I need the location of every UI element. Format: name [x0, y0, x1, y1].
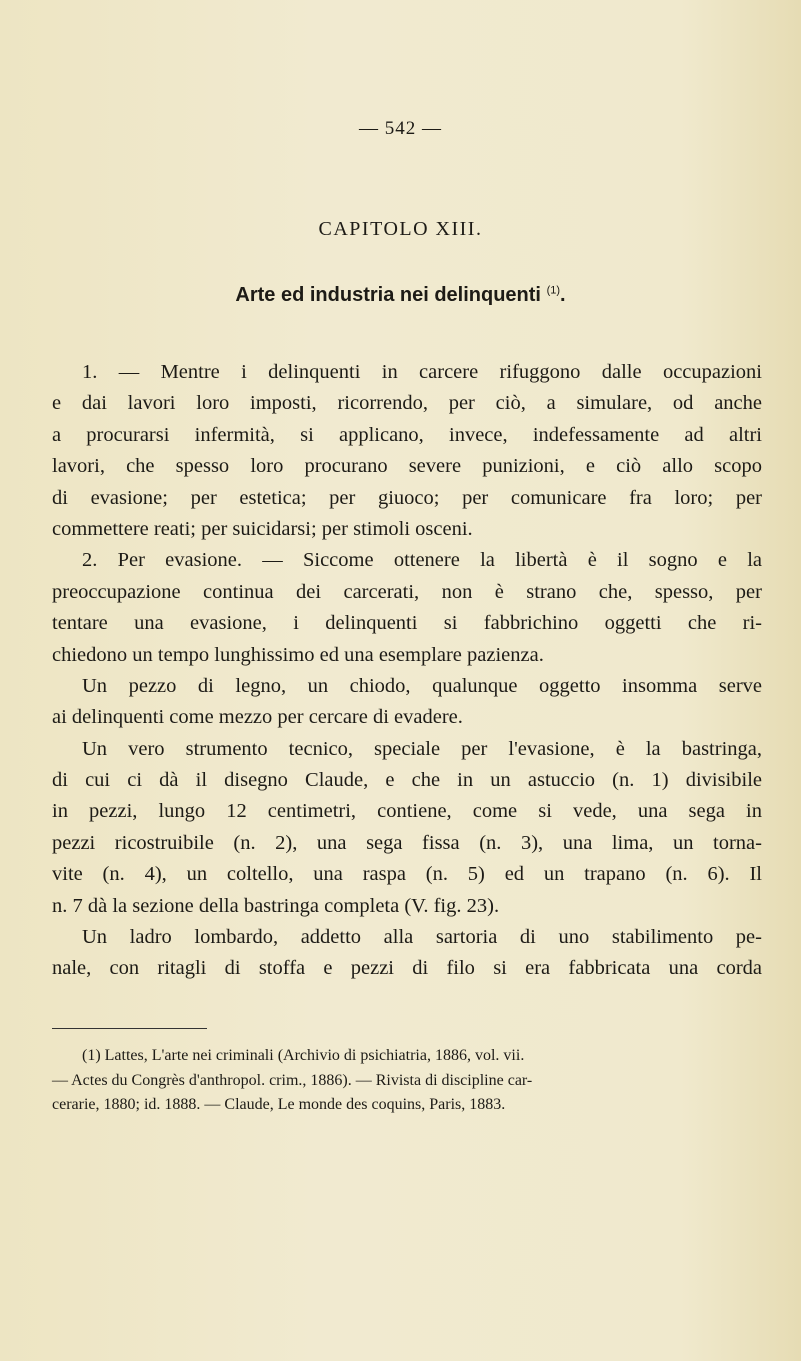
chapter-heading: CAPITOLO XIII. — [318, 218, 483, 240]
body-text — [52, 357, 762, 985]
text-line: vite (n. 4), un coltello, una raspa (n. 5) ed un trapano (n. 6). Il — [52, 863, 762, 886]
footnote-line: — Actes du Congrès d'anthropol. crim., 1886). — Rivista di discipline car- — [52, 1071, 533, 1089]
text-line: 1. — Mentre i delinquenti in carcere rifuggono dalle occupazioni — [82, 361, 762, 383]
text-line: in pezzi, lungo 12 centimetri, contiene, come si vede, una sega in — [52, 800, 762, 823]
section-title: Arte ed industria nei delinquenti $^{(1)}$. — [235, 284, 566, 306]
text-line: ai delinquenti come mezzo per cercare di evadere. — [52, 706, 463, 729]
footnotes — [52, 1044, 762, 1118]
footnote-line: (1) Lattes, L'arte nei criminali (Archivio di psichiatria, 1886, vol. vii. — [82, 1047, 525, 1064]
text-line: chiedono un tempo lunghissimo ed una esemplare pazienza. — [52, 643, 544, 666]
text-line: di evasione; per estetica; per giuoco; per comunicare fra loro; per — [52, 486, 762, 509]
title-footnote-ref: (1) — [546, 284, 561, 297]
text-line: lavori, che spesso loro procurano severe punizioni, e ciò allo scopo — [52, 455, 762, 478]
footnote-separator — [52, 1028, 207, 1029]
text-line: a procurarsi infermità, si applicano, invece, indefessamente ad altri — [52, 423, 762, 446]
text-line: commettere reati; per suicidarsi; per stimoli osceni. — [52, 517, 473, 540]
text-line: Un ladro lombardo, addetto alla sartoria di uno stabilimento pe- — [82, 926, 762, 949]
page-number: — 542 — — [359, 118, 442, 139]
text-line: nale, con ritagli di stoffa e pezzi di filo si era fabbricata una corda — [52, 957, 762, 980]
text-line: n. 7 dà la sezione della bastringa completa (V. fig. 23). — [52, 894, 500, 917]
text-line: di cui ci dà il disegno Claude, e che in un astuccio (n. 1) divisibile — [52, 769, 762, 792]
text-line: pezzi ricostruibile (n. 2), una sega fissa (n. 3), una lima, un torna- — [52, 831, 762, 854]
section-title-text: Arte ed industria nei delinquenti — [235, 284, 541, 306]
text-line: e dai lavori loro imposti, ricorrendo, per ciò, a simulare, od anche — [52, 392, 762, 415]
text-line: Un vero strumento tecnico, speciale per l'evasione, è la bastringa, — [82, 737, 762, 760]
text-line: Un pezzo di legno, un chiodo, qualunque oggetto insomma serve — [82, 674, 762, 697]
footnote-line: cerarie, 1880; id. 1888. — Claude, Le monde des coquins, Paris, 1883. — [52, 1096, 506, 1113]
text-line: 2. Per evasione. — Siccome ottenere la libertà è il sogno e la — [82, 549, 762, 572]
text-line: tentare una evasione, i delinquenti si fabbrichino oggetti che ri- — [52, 612, 762, 635]
text-line: preoccupazione continua dei carcerati, non è strano che, spesso, per — [52, 580, 762, 603]
